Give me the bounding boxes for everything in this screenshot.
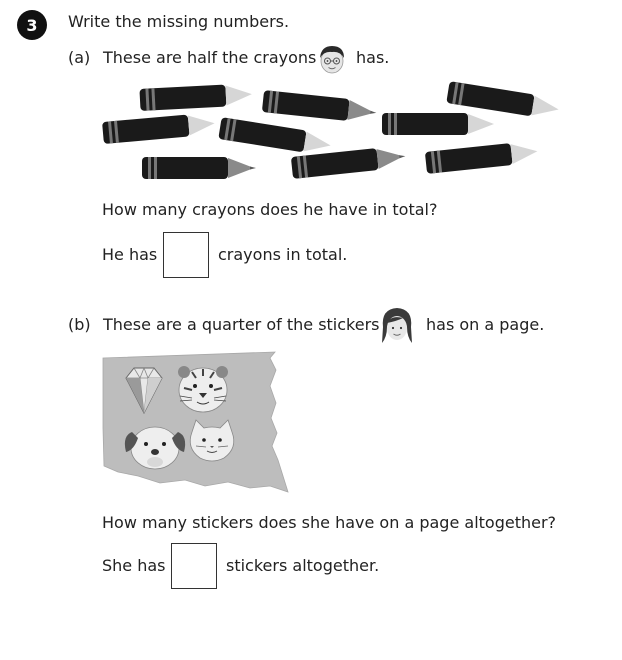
part-b-question: How many stickers does she have on a page altogether? (102, 513, 557, 532)
part-a-answer-prefix: He has (102, 245, 158, 264)
crayon-icon (262, 90, 378, 124)
crayon-icon (139, 83, 252, 111)
crayon-icon (218, 117, 332, 156)
crayon-icon (142, 157, 256, 179)
sticker-page (100, 348, 300, 498)
girl-face-icon (377, 305, 417, 347)
part-b-answer-suffix: stickers altogether. (226, 556, 380, 575)
part-b-text-after: has on a page. (426, 315, 545, 334)
question-number: 3 (17, 10, 47, 40)
question-instruction: Write the missing numbers. (68, 12, 290, 31)
crayon-icon (425, 140, 539, 174)
part-a-question: How many crayons does he have in total? (102, 200, 438, 219)
part-a-text-after: has. (356, 48, 390, 67)
part-a-answer-box[interactable] (163, 232, 209, 278)
part-b-answer-box[interactable] (171, 543, 217, 589)
part-a-text: These are half the crayons (103, 48, 317, 67)
crayon-icon (382, 113, 494, 135)
part-b-answer-prefix: She has (102, 556, 166, 575)
part-a-label: (a) (68, 48, 91, 67)
part-b-label: (b) (68, 315, 91, 334)
crayons-group (0, 0, 622, 200)
part-a-answer-suffix: crayons in total. (218, 245, 348, 264)
crayon-icon (102, 112, 215, 144)
part-b-text: These are a quarter of the stickers (103, 315, 380, 334)
tiger-sticker-icon (178, 366, 228, 412)
